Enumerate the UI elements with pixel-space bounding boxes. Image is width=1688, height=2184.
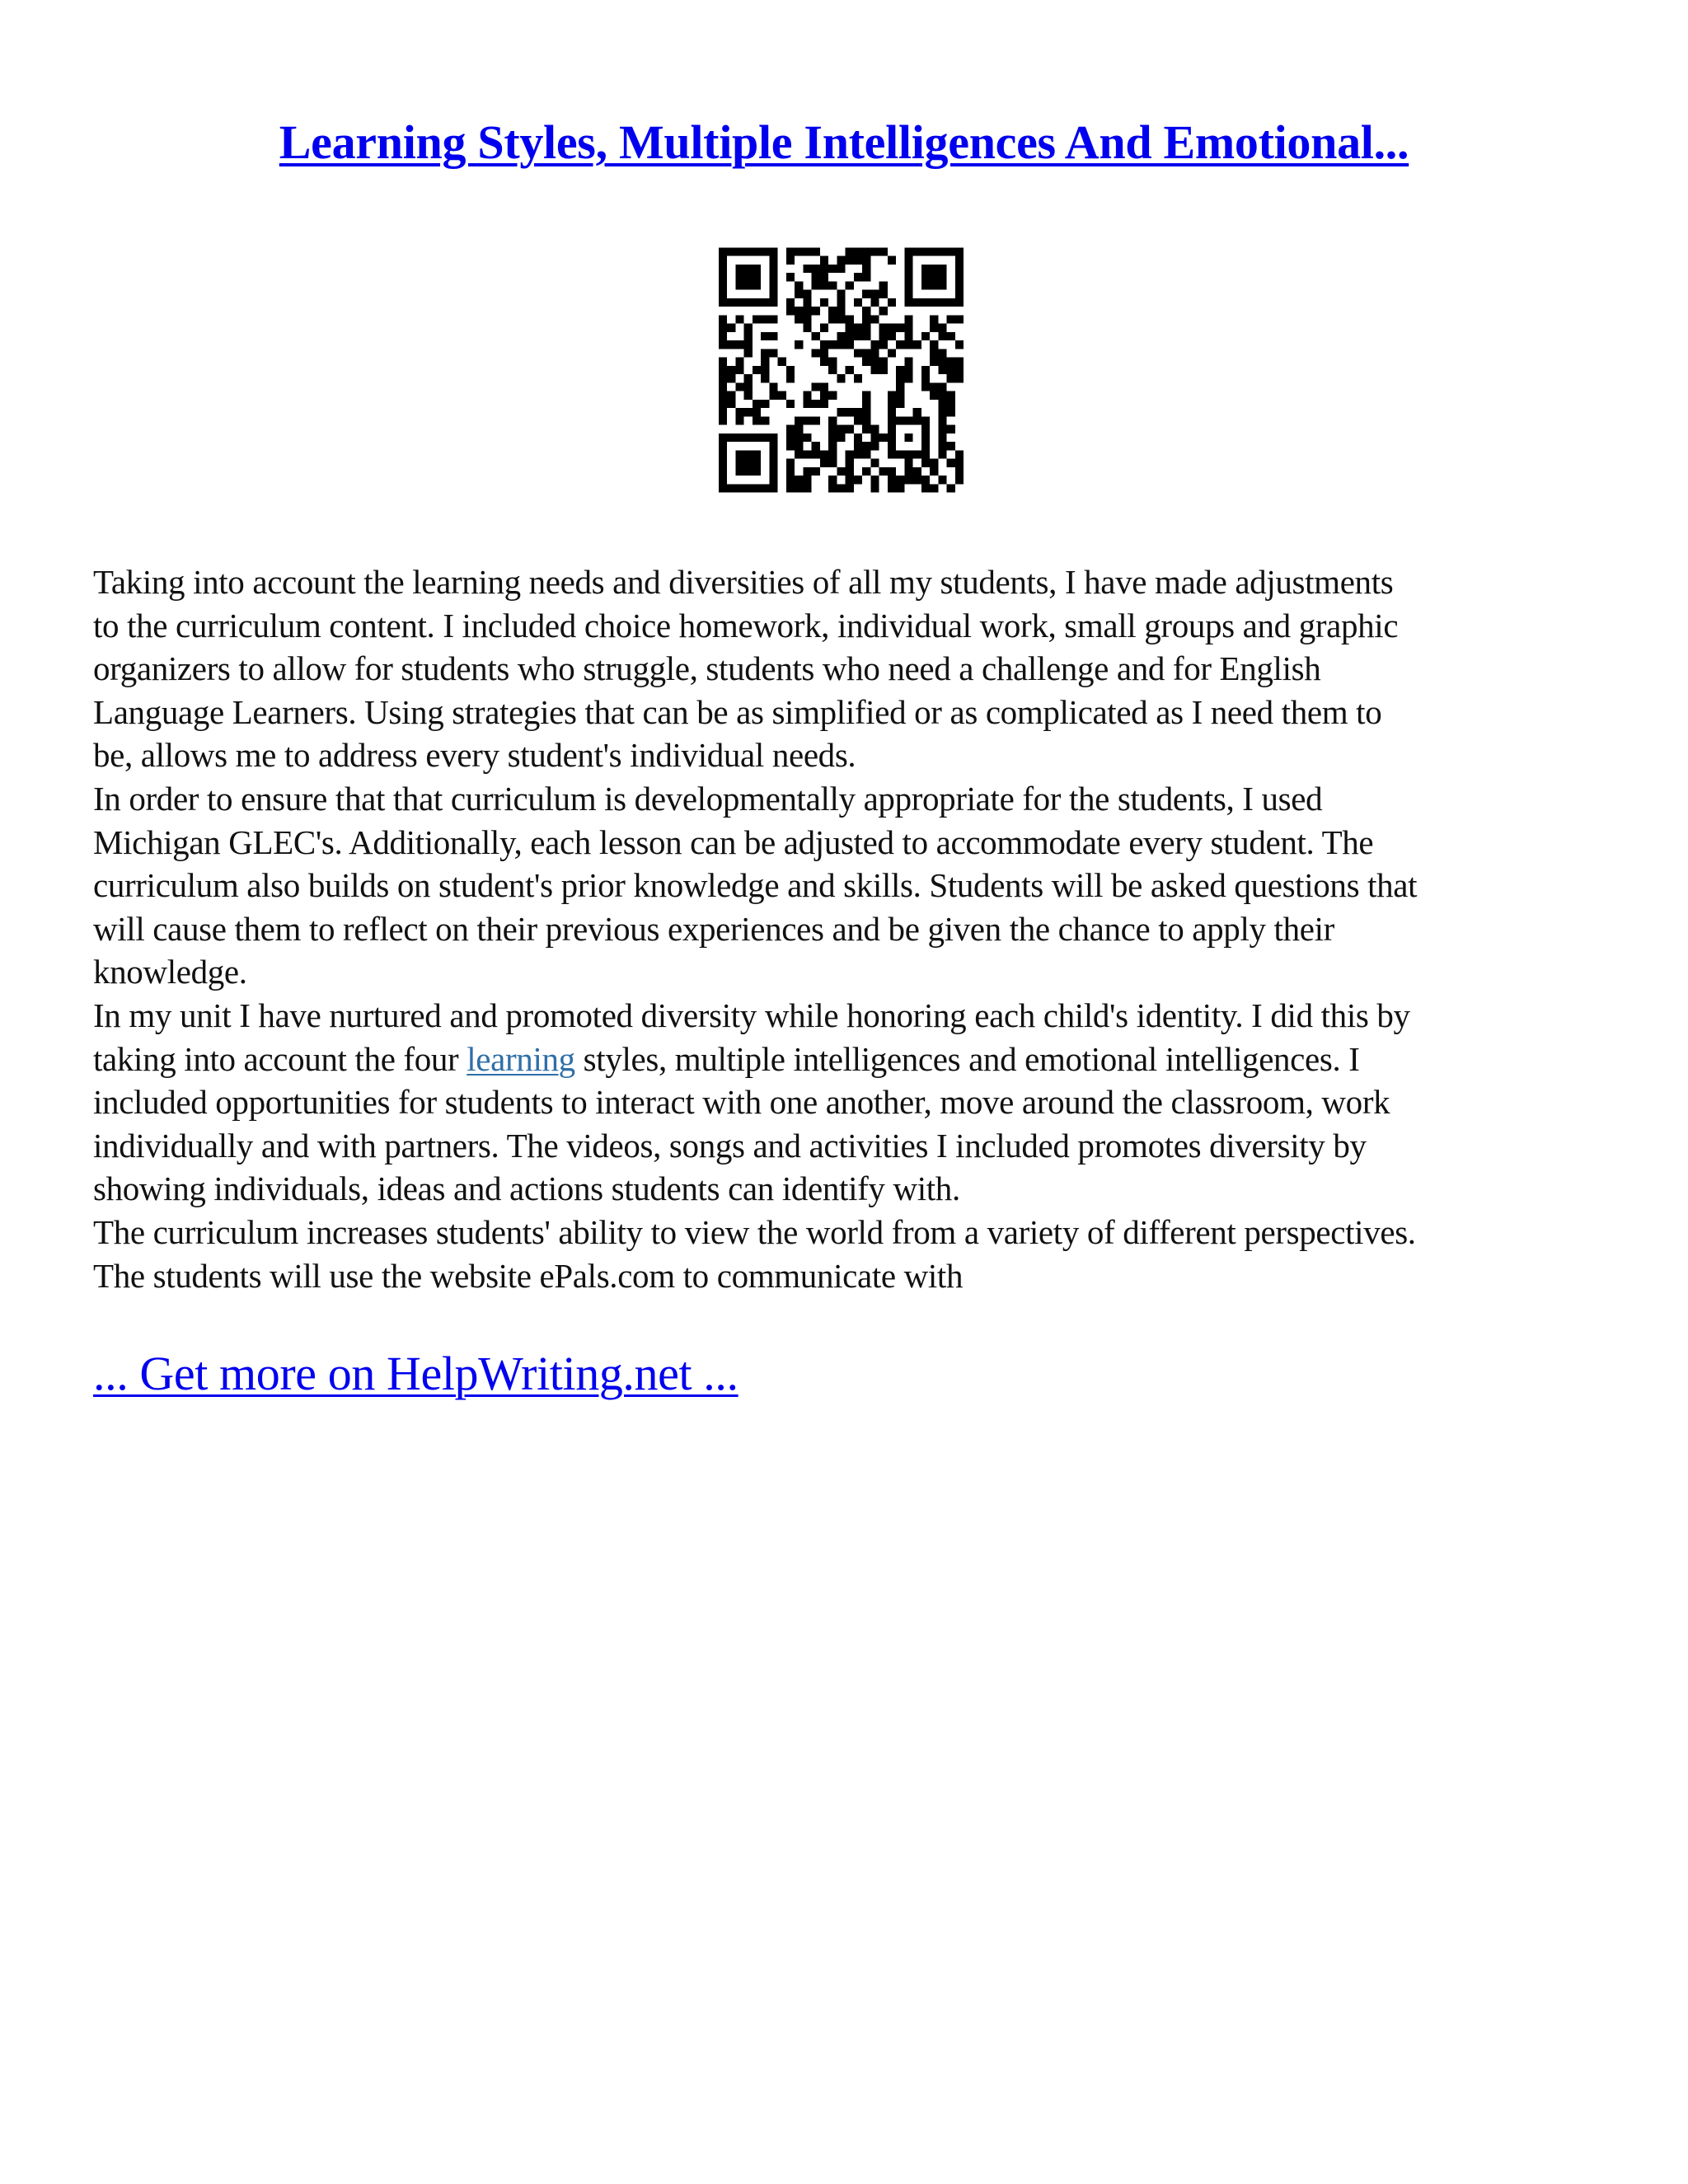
paragraph-4 — [93, 1211, 1601, 1297]
text-line: In order to ensure that that curriculum is developmentally appropriate for the students, I used — [93, 779, 1323, 818]
paragraph-3 — [93, 994, 1601, 1211]
article-body — [93, 560, 1601, 1297]
text-line: organizers to allow for students who struggle, students who need a challenge and for English — [93, 649, 1321, 688]
more-link-container — [93, 1345, 738, 1403]
text-line: be, allows me to address every student's individual needs. — [93, 736, 856, 775]
text-line: individually and with partners. The videos, songs and activities I included promotes diversity by — [93, 1126, 1367, 1165]
text-segment: styles, multiple intelligences and emotional intelligences. I — [574, 1039, 1360, 1078]
paragraph-1 — [93, 560, 1601, 777]
text-line: to the curriculum content. I included choice homework, individual work, small groups and graphic — [93, 606, 1399, 644]
qr-code-icon — [719, 247, 964, 493]
text-segment: taking into account the four — [93, 1039, 467, 1078]
text-line: Language Learners. Using strategies that can be as simplified or as complicated as I need them to — [93, 692, 1382, 731]
text-line: included opportunities for students to interact with one another, move around the classroom, work — [93, 1083, 1390, 1122]
title-container — [0, 114, 1688, 171]
text-line: knowledge. — [93, 953, 247, 991]
text-line: will cause them to reflect on their previous experiences and be given the chance to apply their — [93, 909, 1334, 948]
text-line: Michigan GLEC's. Additionally, each lesson can be adjusted to accommodate every student. The — [93, 823, 1374, 861]
text-line: Taking into account the learning needs and diversities of all my students, I have made adjustments — [93, 563, 1394, 601]
get-more-link[interactable]: ... Get more on HelpWriting.net ... — [93, 1347, 738, 1400]
paragraph-2 — [93, 777, 1601, 994]
text-line: In my unit I have nurtured and promoted diversity while honoring each child's identity. I did this by — [93, 996, 1410, 1034]
text-line: curriculum also builds on student's prior knowledge and skills. Students will be asked questions that — [93, 866, 1418, 905]
text-line: The students will use the website ePals.com to communicate with — [93, 1256, 964, 1295]
text-line: showing individuals, ideas and actions students can identify with. — [93, 1169, 960, 1208]
learning-link[interactable]: learning — [467, 1039, 575, 1078]
text-line-with-link — [93, 1038, 1601, 1081]
text-line: The curriculum increases students' ability to view the world from a variety of different perspectives. — [93, 1212, 1416, 1251]
document-title-link[interactable]: Learning Styles, Multiple Intelligences And Emotional... — [279, 115, 1409, 169]
